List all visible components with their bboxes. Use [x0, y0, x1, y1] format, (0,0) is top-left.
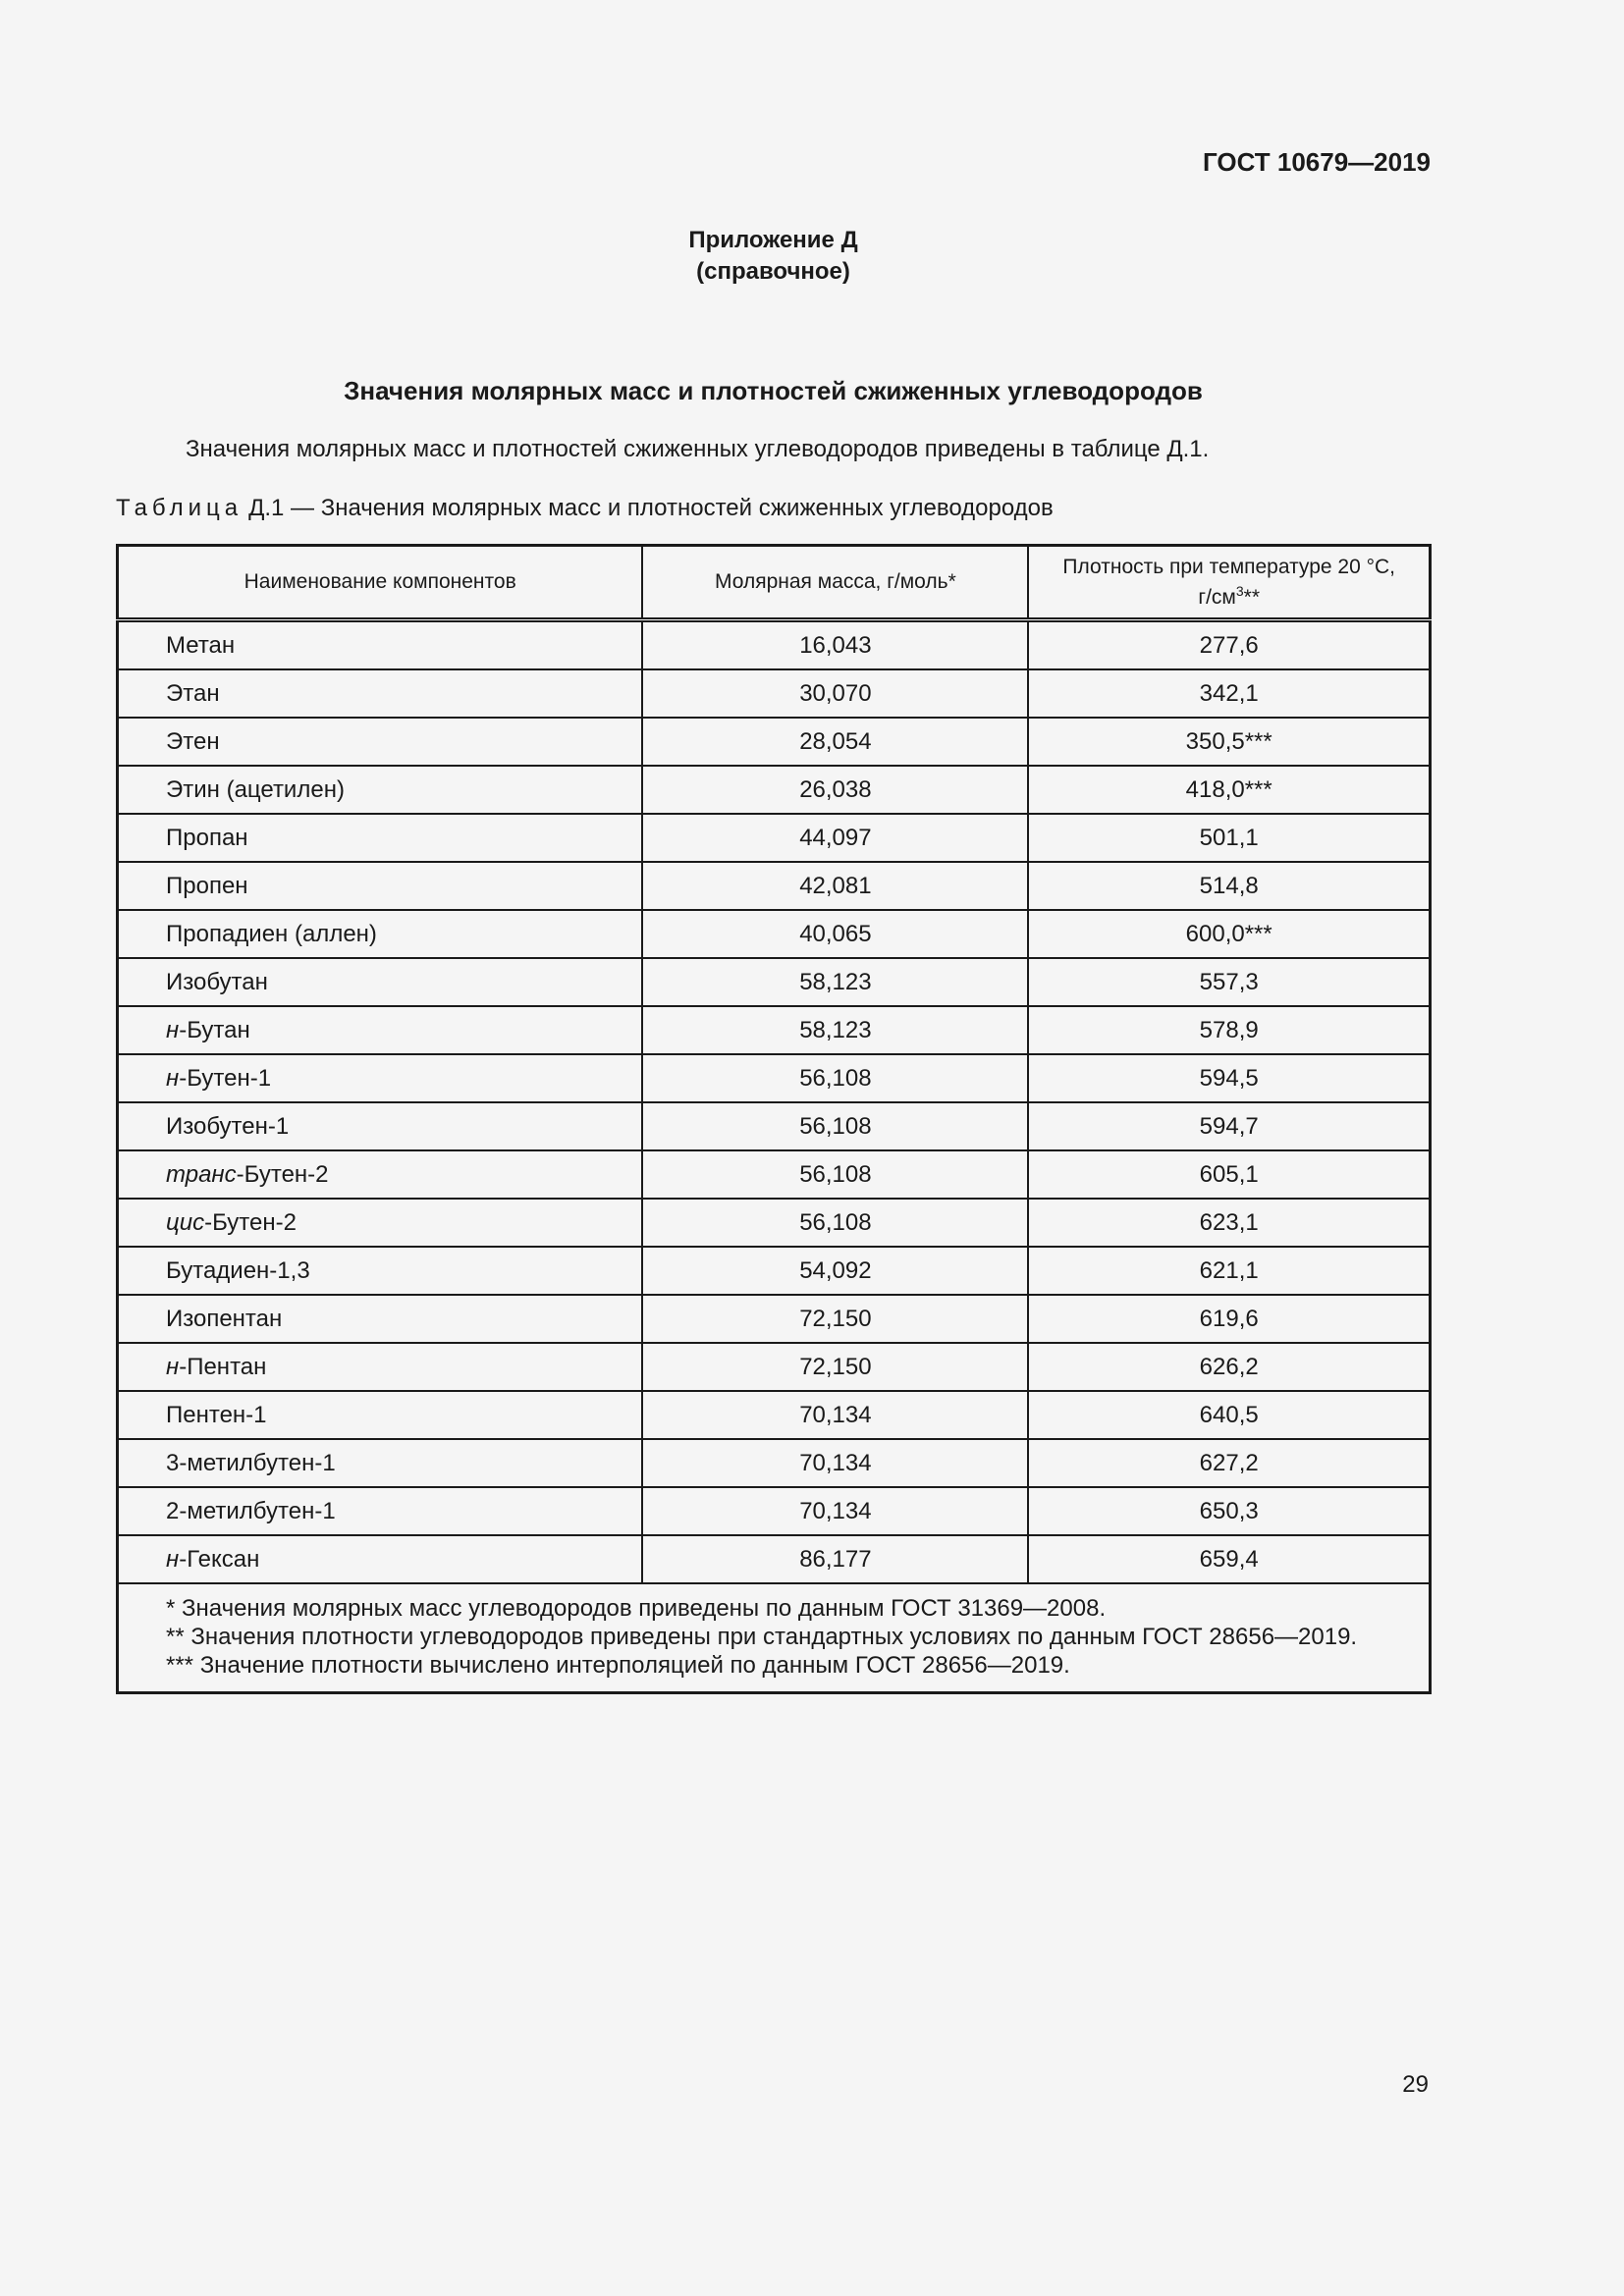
table-row [118, 1487, 1431, 1535]
component-name-prefix: н [166, 1545, 180, 1573]
table-row [118, 1535, 1431, 1583]
density-cell: 342,1 [1028, 669, 1430, 718]
table-row [118, 1391, 1431, 1439]
molar-mass-cell: 86,177 [642, 1535, 1028, 1583]
molar-mass-cell: 56,108 [642, 1102, 1028, 1150]
table-row [118, 814, 1431, 862]
molar-mass-cell: 70,134 [642, 1439, 1028, 1487]
component-name: -Бутен-1 [179, 1064, 272, 1092]
component-name-cell [118, 1054, 643, 1102]
header-component-name: Наименование компонентов [118, 546, 643, 620]
table-row [118, 1247, 1431, 1295]
density-cell: 626,2 [1028, 1343, 1430, 1391]
component-name-cell [118, 1150, 643, 1199]
molar-mass-cell: 30,070 [642, 669, 1028, 718]
header-density-unit: г/см [1198, 585, 1236, 609]
table-row [118, 766, 1431, 814]
density-cell: 501,1 [1028, 814, 1430, 862]
table-row [118, 1343, 1431, 1391]
table-caption-text: Д.1 — Значения молярных масс и плотностей сжиженных углеводородов [248, 495, 1054, 521]
molar-mass-cell: 40,065 [642, 910, 1028, 958]
density-cell: 594,7 [1028, 1102, 1430, 1150]
table-row [118, 1006, 1431, 1054]
density-cell: 557,3 [1028, 958, 1430, 1006]
header-density [1028, 546, 1430, 620]
header-density-footnote-mark: ** [1243, 585, 1260, 609]
component-name-cell [118, 958, 643, 1006]
table-row [118, 1295, 1431, 1343]
density-cell: 418,0*** [1028, 766, 1430, 814]
component-name: Изопентан [166, 1305, 283, 1332]
molar-mass-cell: 16,043 [642, 620, 1028, 670]
component-name: Пропен [166, 872, 248, 899]
density-cell: 350,5*** [1028, 718, 1430, 766]
component-name-cell [118, 1102, 643, 1150]
component-name: Пропадиен (аллен) [166, 920, 377, 947]
component-name: Изобутен-1 [166, 1112, 290, 1140]
section-title: Значения молярных масс и плотностей сжиженных углеводородов [344, 376, 1203, 405]
component-name-cell [118, 620, 643, 670]
document-code: ГОСТ 10679—2019 [1203, 147, 1431, 177]
component-name: Этен [166, 727, 220, 755]
component-name-cell [118, 1295, 643, 1343]
component-name: Метан [166, 631, 236, 659]
header-molar-mass: Молярная масса, г/моль* [642, 546, 1028, 620]
component-name: -Гексан [179, 1545, 260, 1573]
density-cell: 594,5 [1028, 1054, 1430, 1102]
component-name: Этан [166, 679, 220, 707]
molar-mass-cell: 72,150 [642, 1295, 1028, 1343]
density-cell: 619,6 [1028, 1295, 1430, 1343]
component-name-cell [118, 766, 643, 814]
density-cell: 605,1 [1028, 1150, 1430, 1199]
component-name-cell [118, 1535, 643, 1583]
table-row [118, 1054, 1431, 1102]
molar-mass-cell: 28,054 [642, 718, 1028, 766]
density-cell: 623,1 [1028, 1199, 1430, 1247]
note-molar-mass-source: * Значения молярных масс углеводородов приведены по данным ГОСТ 31369—2008. [166, 1595, 1107, 1622]
density-cell: 578,9 [1028, 1006, 1430, 1054]
density-cell: 650,3 [1028, 1487, 1430, 1535]
table-row [118, 1439, 1431, 1487]
note-density-source: ** Значения плотности углеводородов приведены при стандартных условиях по данным ГОСТ 28656—2019. [166, 1624, 1358, 1650]
appendix-subtitle: (справочное) [696, 258, 850, 285]
table-row [118, 862, 1431, 910]
table-row [118, 1199, 1431, 1247]
molar-mass-cell: 56,108 [642, 1054, 1028, 1102]
table-row [118, 958, 1431, 1006]
density-cell: 659,4 [1028, 1535, 1430, 1583]
component-name: 2-метилбутен-1 [166, 1497, 336, 1524]
table-row [118, 620, 1431, 670]
component-name: -Бутен-2 [204, 1208, 297, 1236]
component-name-prefix: транс [166, 1160, 237, 1188]
table-header-row [118, 546, 1431, 620]
table-row [118, 910, 1431, 958]
table-caption-label: Таблица [116, 495, 244, 521]
component-name-cell [118, 1487, 643, 1535]
table-caption [116, 495, 1054, 522]
component-name-cell [118, 910, 643, 958]
appendix-title: Приложение Д [688, 227, 858, 253]
molar-mass-cell: 56,108 [642, 1199, 1028, 1247]
component-name: Этин (ацетилен) [166, 775, 345, 803]
component-name-prefix: н [166, 1353, 180, 1380]
density-cell: 514,8 [1028, 862, 1430, 910]
component-name-cell [118, 1247, 643, 1295]
table-row [118, 669, 1431, 718]
component-name-cell [118, 862, 643, 910]
density-cell: 640,5 [1028, 1391, 1430, 1439]
component-name: 3-метилбутен-1 [166, 1449, 336, 1476]
component-name: Пропан [166, 824, 248, 851]
component-name-cell [118, 1199, 643, 1247]
molar-mass-cell: 42,081 [642, 862, 1028, 910]
component-name-cell [118, 814, 643, 862]
component-name: Пентен-1 [166, 1401, 267, 1428]
molar-mass-cell: 26,038 [642, 766, 1028, 814]
molar-mass-cell: 72,150 [642, 1343, 1028, 1391]
component-name-cell [118, 1439, 643, 1487]
table-notes [118, 1583, 1431, 1693]
molar-mass-cell: 44,097 [642, 814, 1028, 862]
molar-mass-cell: 58,123 [642, 1006, 1028, 1054]
molar-mass-cell: 54,092 [642, 1247, 1028, 1295]
table-notes-row [118, 1583, 1431, 1693]
table-row [118, 1102, 1431, 1150]
component-name: Бутадиен-1,3 [166, 1256, 310, 1284]
table-row [118, 1150, 1431, 1199]
component-name: -Бутан [179, 1016, 250, 1043]
component-name: -Бутен-2 [236, 1160, 329, 1188]
density-cell: 277,6 [1028, 620, 1430, 670]
molar-mass-cell: 70,134 [642, 1391, 1028, 1439]
density-cell: 621,1 [1028, 1247, 1430, 1295]
component-name-cell [118, 669, 643, 718]
molar-mass-cell: 58,123 [642, 958, 1028, 1006]
density-cell: 600,0*** [1028, 910, 1430, 958]
page-number: 29 [1402, 2071, 1429, 2098]
header-density-line1: Плотность при температуре 20 °С, [1062, 555, 1395, 578]
component-name-cell [118, 1391, 643, 1439]
component-name-prefix: н [166, 1064, 180, 1092]
component-name-cell [118, 1006, 643, 1054]
molar-mass-cell: 56,108 [642, 1150, 1028, 1199]
component-name: Изобутан [166, 968, 268, 995]
component-name-prefix: н [166, 1016, 180, 1043]
molar-mass-cell: 70,134 [642, 1487, 1028, 1535]
table-row [118, 718, 1431, 766]
component-name: -Пентан [179, 1353, 267, 1380]
components-table [116, 544, 1432, 1694]
intro-paragraph: Значения молярных масс и плотностей сжиженных углеводородов приведены в таблице Д.1. [186, 436, 1210, 462]
density-cell: 627,2 [1028, 1439, 1430, 1487]
note-interpolation: *** Значение плотности вычислено интерполяцией по данным ГОСТ 28656—2019. [166, 1652, 1070, 1679]
component-name-cell [118, 1343, 643, 1391]
header-density-unit-exponent: 3 [1235, 582, 1244, 599]
component-name-prefix: цис [166, 1208, 205, 1236]
component-name-cell [118, 718, 643, 766]
